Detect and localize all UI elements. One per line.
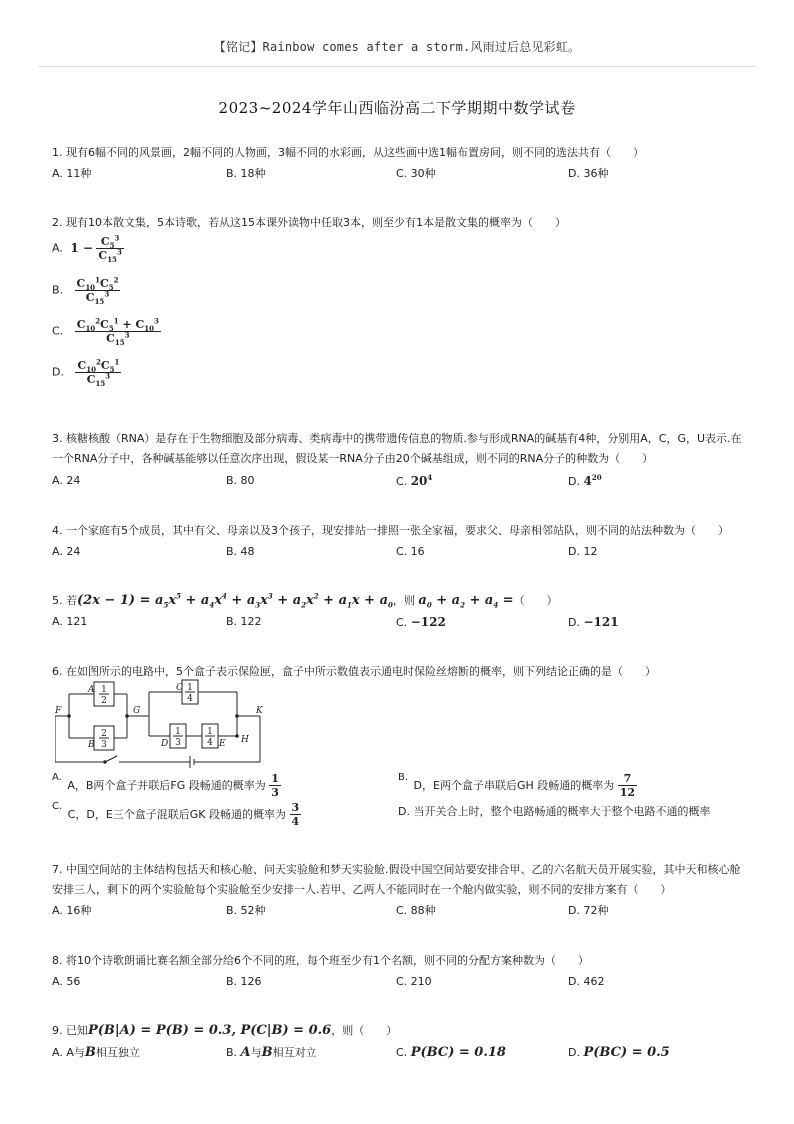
question-4	[52, 521, 752, 558]
question-3-stem-line2: 一个RNA分子中，各种碱基能够以任意次序出现，假设某一RNA分子由20个碱基组成，则不同的RNA分子的种数为（ ）	[52, 452, 654, 465]
box-c-den: 4	[187, 694, 193, 704]
question-1-stem: 1. 现有6幅不同的风景画，2幅不同的人物画，3幅不同的水彩画，从这些画中选1幅布置房间，则不同的选法共有（ ）	[52, 146, 644, 159]
q3-option-c: C. $20^4$	[396, 473, 433, 488]
question-3-stem-line1: 3. 核糖核酸（RNA）是存在于生物细胞及部分病毒、类病毒中的携带遗传信息的物质.参与形成RNA的碱基有4种，分别用A，C，G，U表示.在	[52, 432, 742, 445]
question-9-stem: 9. 已知P(B|A) = P(B) = 0.3, P(C|B) = 0.6，则（ ）	[52, 1023, 398, 1038]
question-7	[52, 860, 752, 917]
label-h: H	[241, 735, 249, 745]
q5-option-c: C. −122	[396, 615, 446, 629]
q5-option-b: B. 122	[226, 615, 262, 628]
q1-option-d: D. 36种	[568, 167, 609, 180]
q9-option-d: D. P(BC) = 0.5	[568, 1045, 670, 1060]
q3-option-b: B. 80	[226, 474, 255, 487]
q9-option-c: C. P(BC) = 0.18	[396, 1045, 506, 1060]
q9-option-b: B. A与B相互对立	[226, 1045, 317, 1060]
q7-option-b: B. 52种	[226, 904, 266, 917]
q2-option-a: A. 1 − $\frac{C_5^3}{C_{15}^3}$	[52, 233, 122, 265]
q7-option-d: D. 72种	[568, 904, 609, 917]
q2-option-d: D. $\frac{C_{10}^2C_5^1}{C_{15}^3}$	[52, 357, 120, 389]
label-a: A	[88, 685, 95, 695]
question-7-stem-line2: 安排三人，剩下的两个实验舱每个实验舱至少安排一人.若甲、乙两人不能同时在一个舱内做实验，则不同的安排方案有（ ）	[52, 883, 672, 896]
box-b-num: 2	[101, 729, 107, 739]
box-b-den: 3	[101, 740, 107, 750]
label-c: C	[176, 683, 183, 693]
box-a-num: 1	[101, 685, 107, 695]
label-d: D	[161, 739, 169, 749]
question-5-stem: 5. 若$(2x - 1) = a_5x^5 + a_4x^4 + a_3x^3 + a_2x^2 + a_1x + a_0$，则 $a_0 + a_2 + a_4$ =（ ）	[52, 591, 558, 610]
question-8-stem: 8. 将10个诗歌朗诵比赛名额全部分给6个不同的班，每个班至少有1个名额，则不同的分配方案种数为（ ）	[52, 954, 589, 967]
q4-option-a: A. 24	[52, 545, 81, 558]
q8-option-c: C. 210	[396, 975, 432, 988]
q7-option-a: A. 16种	[52, 904, 92, 917]
label-k: K	[256, 706, 263, 716]
q6-option-b: B. D，E两个盒子串联后GH 段畅通的概率为 $\frac{7}{12}$	[398, 772, 636, 799]
question-2	[52, 213, 752, 403]
q8-option-d: D. 462	[568, 975, 605, 988]
box-d-num: 1	[175, 727, 181, 737]
q2-option-b: B. $\frac{C_{10}^1C_5^2}{C_{15}^3}$	[52, 275, 119, 307]
question-7-stem-line1: 7. 中国空间站的主体结构包括天和核心舱、问天实验舱和梦天实验舱.假设中国空间站要安排合甲、乙的六名航天员开展实验，其中天和核心舱	[52, 863, 741, 876]
question-3	[52, 429, 752, 488]
label-b: B	[88, 740, 95, 750]
box-e-num: 1	[207, 727, 213, 737]
q5-option-a: A. 121	[52, 615, 88, 628]
q4-option-b: B. 48	[226, 545, 255, 558]
question-1	[52, 143, 752, 180]
q8-option-b: B. 126	[226, 975, 262, 988]
box-e-den: 4	[207, 738, 213, 748]
box-c-num: 1	[187, 683, 193, 693]
box-d-den: 3	[175, 738, 181, 748]
q6-option-a: A. A，B两个盒子并联后FG 段畅通的概率为 $\frac{1}{3}$	[52, 772, 279, 799]
label-g: G	[133, 706, 141, 716]
label-e: E	[219, 739, 226, 749]
q1-option-b: B. 18种	[226, 167, 266, 180]
q1-option-c: C. 30种	[396, 167, 436, 180]
q1-option-a: A. 11种	[52, 167, 92, 180]
q6-option-c: C. C，D，E三个盒子混联后GK 段畅通的概率为 $\frac{3}{4}$	[52, 801, 300, 828]
question-6-stem: 6. 在如图所示的电路中，5个盒子表示保险匣，盒子中所示数值表示通电时保险丝熔断的概率，则下列结论正确的是（ ）	[52, 665, 656, 678]
q3-option-a: A. 24	[52, 474, 81, 487]
question-8	[52, 951, 752, 988]
q2-option-c: C. $\frac{C_{10}^2C_5^1 + C_{10}^3}{C_{15}^3}$	[52, 316, 159, 348]
q4-option-c: C. 16	[396, 545, 425, 558]
page-title: 2023~2024学年山西临汾高二下学期期中数学试卷	[218, 99, 576, 117]
question-2-stem: 2. 现有10本散文集，5本诗歌，若从这15本课外读物中任取3本，则至少有1本是散文集的概率为（ ）	[52, 216, 566, 229]
q7-option-c: C. 88种	[396, 904, 436, 917]
q8-option-a: A. 56	[52, 975, 81, 988]
box-a-den: 2	[101, 696, 107, 706]
label-f: F	[55, 706, 62, 716]
q4-option-d: D. 12	[568, 545, 598, 558]
circuit-diagram	[55, 676, 275, 771]
q6-option-d: D. 当开关合上时，整个电路畅通的概率大于整个电路不通的概率	[398, 805, 711, 818]
q5-option-d: D. −121	[568, 615, 619, 629]
q9-option-a: A. A与B相互独立	[52, 1045, 140, 1060]
header-divider	[38, 66, 756, 67]
q3-option-d: D. $4^{20}$	[568, 473, 602, 488]
question-5	[52, 591, 752, 629]
header-motto: 【铭记】Rainbow comes after a storm.风雨过后总见彩虹。	[213, 40, 581, 54]
question-9	[52, 1021, 752, 1060]
question-4-stem: 4. 一个家庭有5个成员，其中有父、母亲以及3个孩子，现安排站一排照一张全家福，要求父、母亲相邻站队，则不同的站法种数为（ ）	[52, 524, 729, 537]
